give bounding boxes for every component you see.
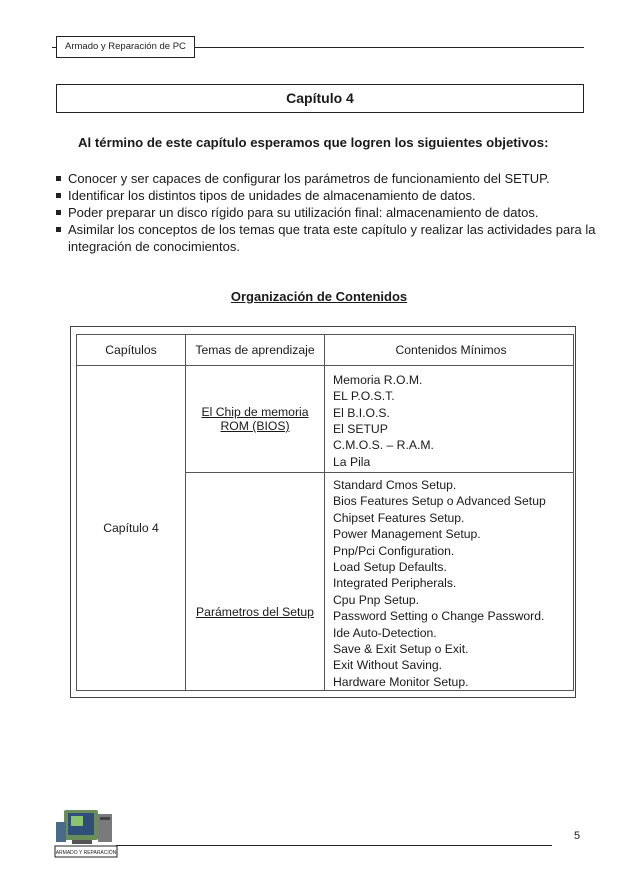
organization-title: Organización de Contenidos bbox=[230, 289, 408, 304]
content-item: Cpu Pnp Setup. bbox=[333, 592, 420, 607]
objective-item: Conocer y ser capaces de configurar los parámetros de funcionamiento del SETUP. bbox=[56, 170, 596, 187]
page-number: 5 bbox=[574, 830, 581, 842]
contents-table bbox=[76, 334, 574, 691]
content-item: Pnp/Pci Configuration. bbox=[333, 543, 455, 558]
footer-rule bbox=[116, 845, 552, 846]
logo bbox=[54, 808, 118, 858]
objectives-list bbox=[56, 170, 596, 255]
topic-line: ROM (BIOS) bbox=[220, 419, 290, 433]
chapter-cell: Capítulo 4 bbox=[77, 366, 186, 691]
content-item: Memoria R.O.M. bbox=[333, 372, 423, 387]
computer-logo-icon bbox=[54, 808, 118, 858]
content-item: Exit Without Saving. bbox=[333, 658, 443, 673]
table-header-row bbox=[77, 335, 574, 366]
content-item: C.M.O.S. – R.A.M. bbox=[333, 438, 434, 453]
contents-list bbox=[329, 368, 573, 470]
content-item: La Pila bbox=[333, 454, 371, 469]
content-item: Load Setup Defaults. bbox=[333, 560, 447, 575]
content-item: Hardware Monitor Setup. bbox=[333, 674, 469, 689]
objectives-intro: Al término de este capítulo esperamos que logren los siguientes objetivos: bbox=[78, 135, 549, 150]
content-item: Chipset Features Setup. bbox=[333, 510, 465, 525]
objective-item: Poder preparar un disco rígido para su utilización final: almacenamiento de datos. bbox=[56, 204, 596, 221]
content-item: Bios Features Setup o Advanced Setup bbox=[333, 494, 546, 509]
header-topics: Temas de aprendizaje bbox=[186, 335, 325, 366]
content-item: Power Management Setup. bbox=[333, 527, 481, 542]
content-item: Standard Cmos Setup. bbox=[333, 478, 457, 492]
contents-cell bbox=[325, 473, 574, 691]
content-item: Ide Auto-Detection. bbox=[333, 625, 437, 640]
content-item: Password Setting o Change Password. bbox=[333, 609, 545, 624]
content-item: Integrated Peripherals. bbox=[333, 576, 457, 591]
topic-line: Parámetros del Setup bbox=[196, 604, 314, 619]
content-item: El B.I.O.S. bbox=[333, 405, 390, 420]
header-chapters: Capítulos bbox=[77, 335, 186, 366]
chapter-title: Capítulo 4 bbox=[56, 84, 584, 113]
header-contents: Contenidos Mínimos bbox=[325, 335, 574, 366]
svg-text:ARMADO Y REPARACIÓN: ARMADO Y REPARACIÓN bbox=[55, 850, 117, 856]
table-row bbox=[77, 366, 574, 473]
content-item: Save & Exit Setup o Exit. bbox=[333, 642, 469, 657]
topic-cell bbox=[186, 366, 325, 473]
topic-cell bbox=[186, 473, 325, 691]
content-item: El SETUP bbox=[333, 422, 388, 436]
objective-item: Asimilar los conceptos de los temas que trata este capítulo y realizar las actividades para la integración de conocimientos. bbox=[56, 221, 596, 255]
contents-cell bbox=[325, 366, 574, 473]
contents-list bbox=[329, 473, 573, 690]
content-item: EL P.O.S.T. bbox=[333, 389, 395, 404]
header-label: Armado y Reparación de PC bbox=[56, 36, 195, 58]
topic-line: El Chip de memoria bbox=[201, 405, 309, 419]
objective-item: Identificar los distintos tipos de unidades de almacenamiento de datos. bbox=[56, 187, 596, 204]
